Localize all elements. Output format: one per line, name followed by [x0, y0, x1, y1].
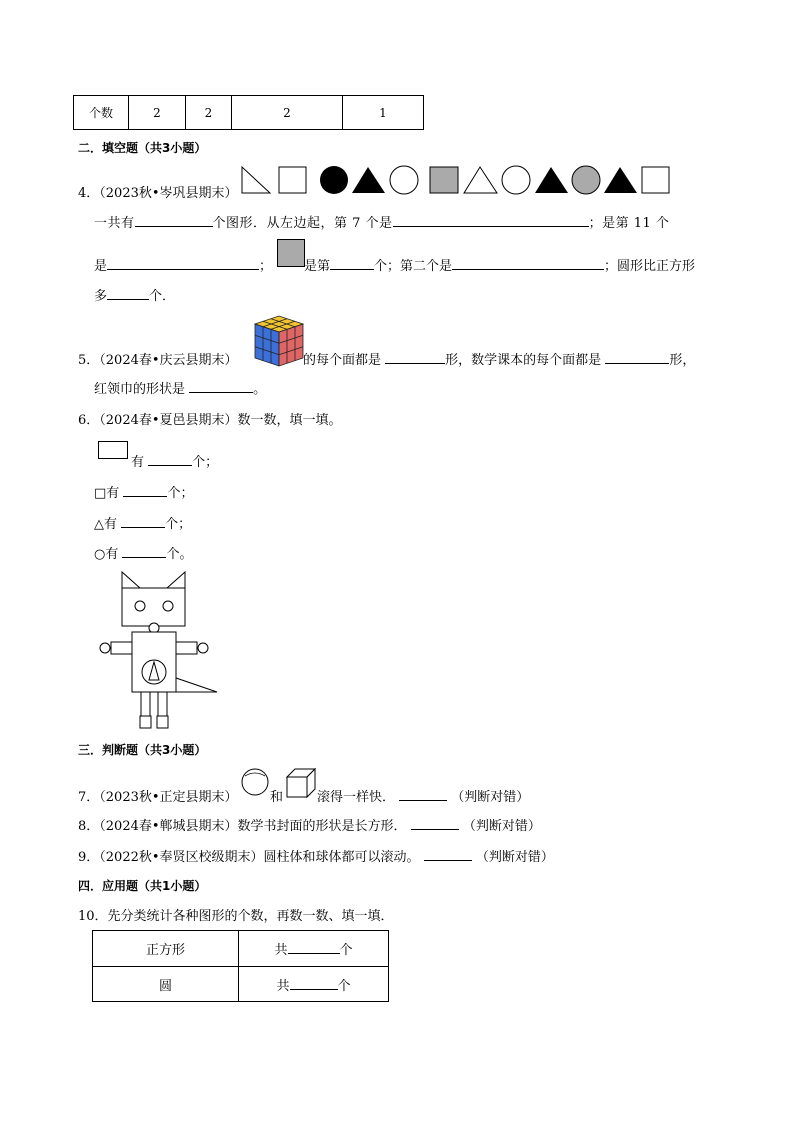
triangle-shape — [122, 572, 140, 588]
q4-prefix: 4．（2023秋•岑巩县期末） — [78, 186, 238, 201]
q4-text: 一共有 — [94, 216, 135, 231]
q6-unit: 个； — [165, 517, 192, 532]
answer-blank[interactable] — [135, 214, 213, 227]
table-cell: 2 — [232, 96, 343, 130]
q10-post: 个 — [339, 943, 353, 958]
q4-text: 个图形．从左边起，第 7 个是 — [212, 216, 393, 231]
q5-prefix: 5．（2024春•庆云县期末） — [78, 353, 238, 368]
table-row-label: 个数 — [74, 96, 129, 130]
answer-blank[interactable] — [123, 484, 167, 497]
square-shape — [157, 716, 168, 728]
q4-line3 — [94, 285, 175, 304]
q10-post: 个 — [337, 978, 351, 994]
circle-shape — [163, 601, 173, 611]
q8-line — [78, 815, 541, 834]
square-shape — [122, 588, 185, 626]
circle-shape — [135, 601, 145, 611]
q7-line — [317, 786, 529, 805]
rectangle-shape — [141, 692, 150, 716]
q6-unit: 个； — [167, 486, 194, 501]
q6-circle-row — [94, 543, 193, 562]
q5-text: 形， — [669, 353, 696, 368]
square-icon — [279, 167, 306, 193]
q4-text: ；是第 11 个 — [588, 216, 670, 231]
gray-circle-icon — [572, 166, 600, 194]
q5-line2 — [94, 378, 266, 397]
q10-pre: 共 — [276, 978, 290, 994]
q7-prefix: 7．（2023秋•正定县期末） — [78, 790, 238, 805]
section-title-application: 四．应用题（共1小题） — [78, 879, 207, 893]
answer-blank[interactable] — [107, 287, 149, 300]
filled-triangle-icon — [352, 167, 385, 193]
rectangle-shape — [176, 642, 197, 654]
q10-row-cell — [239, 967, 389, 1002]
q7-text: 滚得一样快． — [317, 790, 396, 805]
q8-suffix: （判断对错） — [462, 819, 541, 834]
answer-blank[interactable] — [148, 453, 192, 466]
q10-table — [92, 930, 389, 1002]
table-cell: 2 — [186, 96, 232, 130]
answer-blank[interactable] — [330, 257, 374, 270]
q4-text: 个；第二个是 — [374, 259, 453, 274]
cube-icon — [286, 768, 316, 798]
q4-line2-rest — [304, 255, 695, 274]
answer-blank[interactable] — [122, 545, 166, 558]
triangle-shape — [176, 678, 217, 692]
q9-text: 9．（2022秋•奉贤区校级期末）圆柱体和球体都可以滚动。 — [78, 850, 420, 865]
q10-row-label: 圆 — [93, 967, 239, 1002]
q4-text: ；圆形比正方形 — [604, 259, 696, 274]
answer-blank[interactable] — [288, 941, 340, 954]
answer-blank[interactable] — [121, 515, 165, 528]
q6-label: ○有 — [94, 547, 119, 562]
answer-blank[interactable] — [399, 788, 447, 801]
ball-icon — [241, 768, 269, 796]
q9-suffix: （判断对错） — [475, 850, 554, 865]
circle-icon — [502, 166, 530, 194]
circle-shape — [198, 643, 208, 653]
answer-blank[interactable] — [605, 351, 669, 364]
answer-blank[interactable] — [452, 257, 604, 270]
square-shape — [140, 716, 151, 728]
section-title-fill-in: 二．填空题（共3小题） — [78, 141, 207, 155]
q6-square-row — [94, 482, 193, 501]
q4-line1 — [94, 212, 669, 231]
q7-and: 和 — [270, 790, 284, 805]
q4-text: ； — [259, 259, 273, 274]
top-count-table — [73, 95, 424, 130]
q10-row-cell — [239, 931, 389, 967]
gray-square-icon — [277, 239, 305, 267]
filled-circle-icon — [320, 166, 348, 194]
rectangle-shape — [111, 642, 132, 654]
rubiks-cube-icon — [253, 314, 303, 366]
right-triangle-icon — [242, 167, 270, 193]
section-title-judgement: 三．判断题（共3小题） — [78, 743, 207, 757]
q10-pre: 共 — [274, 943, 288, 958]
q4-text: 是 — [94, 259, 108, 274]
q9-line — [78, 846, 554, 865]
q4-text: 个． — [149, 289, 176, 304]
q5-text: 红领巾的形状是 — [94, 382, 186, 397]
q6-unit: 个。 — [166, 547, 193, 562]
q4-text: 是第 — [304, 259, 331, 274]
rectangle-icon — [98, 441, 128, 459]
answer-blank[interactable] — [290, 977, 338, 990]
answer-blank[interactable] — [411, 817, 459, 830]
q6-label: 有 — [131, 455, 145, 470]
robot-shapes-figure — [95, 570, 225, 730]
q5-line1 — [303, 349, 695, 368]
q6-triangle-row — [94, 513, 191, 532]
q6-unit: 个； — [192, 455, 219, 470]
rectangle-shape — [158, 692, 167, 716]
triangle-shape — [167, 572, 185, 588]
triangle-icon — [464, 167, 497, 193]
circle-shape — [100, 643, 110, 653]
square-icon — [642, 167, 669, 193]
q8-text: 8．（2024春•郸城县期末）数学书封面的形状是长方形． — [78, 819, 407, 834]
table-cell: 2 — [129, 96, 186, 130]
q5-text: 。 — [253, 382, 267, 397]
q4-line2 — [94, 255, 272, 274]
q4-shape-row — [240, 166, 670, 196]
q5-text: 的每个面都是 — [303, 353, 382, 368]
q6-label: △有 — [94, 517, 117, 532]
answer-blank[interactable] — [424, 848, 472, 861]
circle-icon — [390, 166, 418, 194]
answer-blank[interactable] — [107, 257, 259, 270]
answer-blank[interactable] — [385, 351, 445, 364]
answer-blank[interactable] — [393, 214, 589, 227]
q7-suffix: （判断对错） — [451, 790, 530, 805]
q4-text: 多 — [94, 289, 108, 304]
q6-prefix: 6．（2024春•夏邑县期末）数一数，填一填。 — [78, 413, 342, 428]
q5-text: 形，数学课本的每个面都是 — [445, 353, 602, 368]
q6-rect-row — [131, 451, 218, 470]
answer-blank[interactable] — [189, 380, 253, 393]
gray-square-icon — [430, 167, 458, 193]
filled-triangle-icon — [604, 167, 637, 193]
q6-label: □有 — [94, 486, 120, 501]
filled-triangle-icon — [535, 167, 568, 193]
table-cell: 1 — [343, 96, 424, 130]
q10-text: 10．先分类统计各种图形的个数，再数一数、填一填． — [78, 909, 394, 924]
q10-row-label: 正方形 — [93, 931, 239, 967]
